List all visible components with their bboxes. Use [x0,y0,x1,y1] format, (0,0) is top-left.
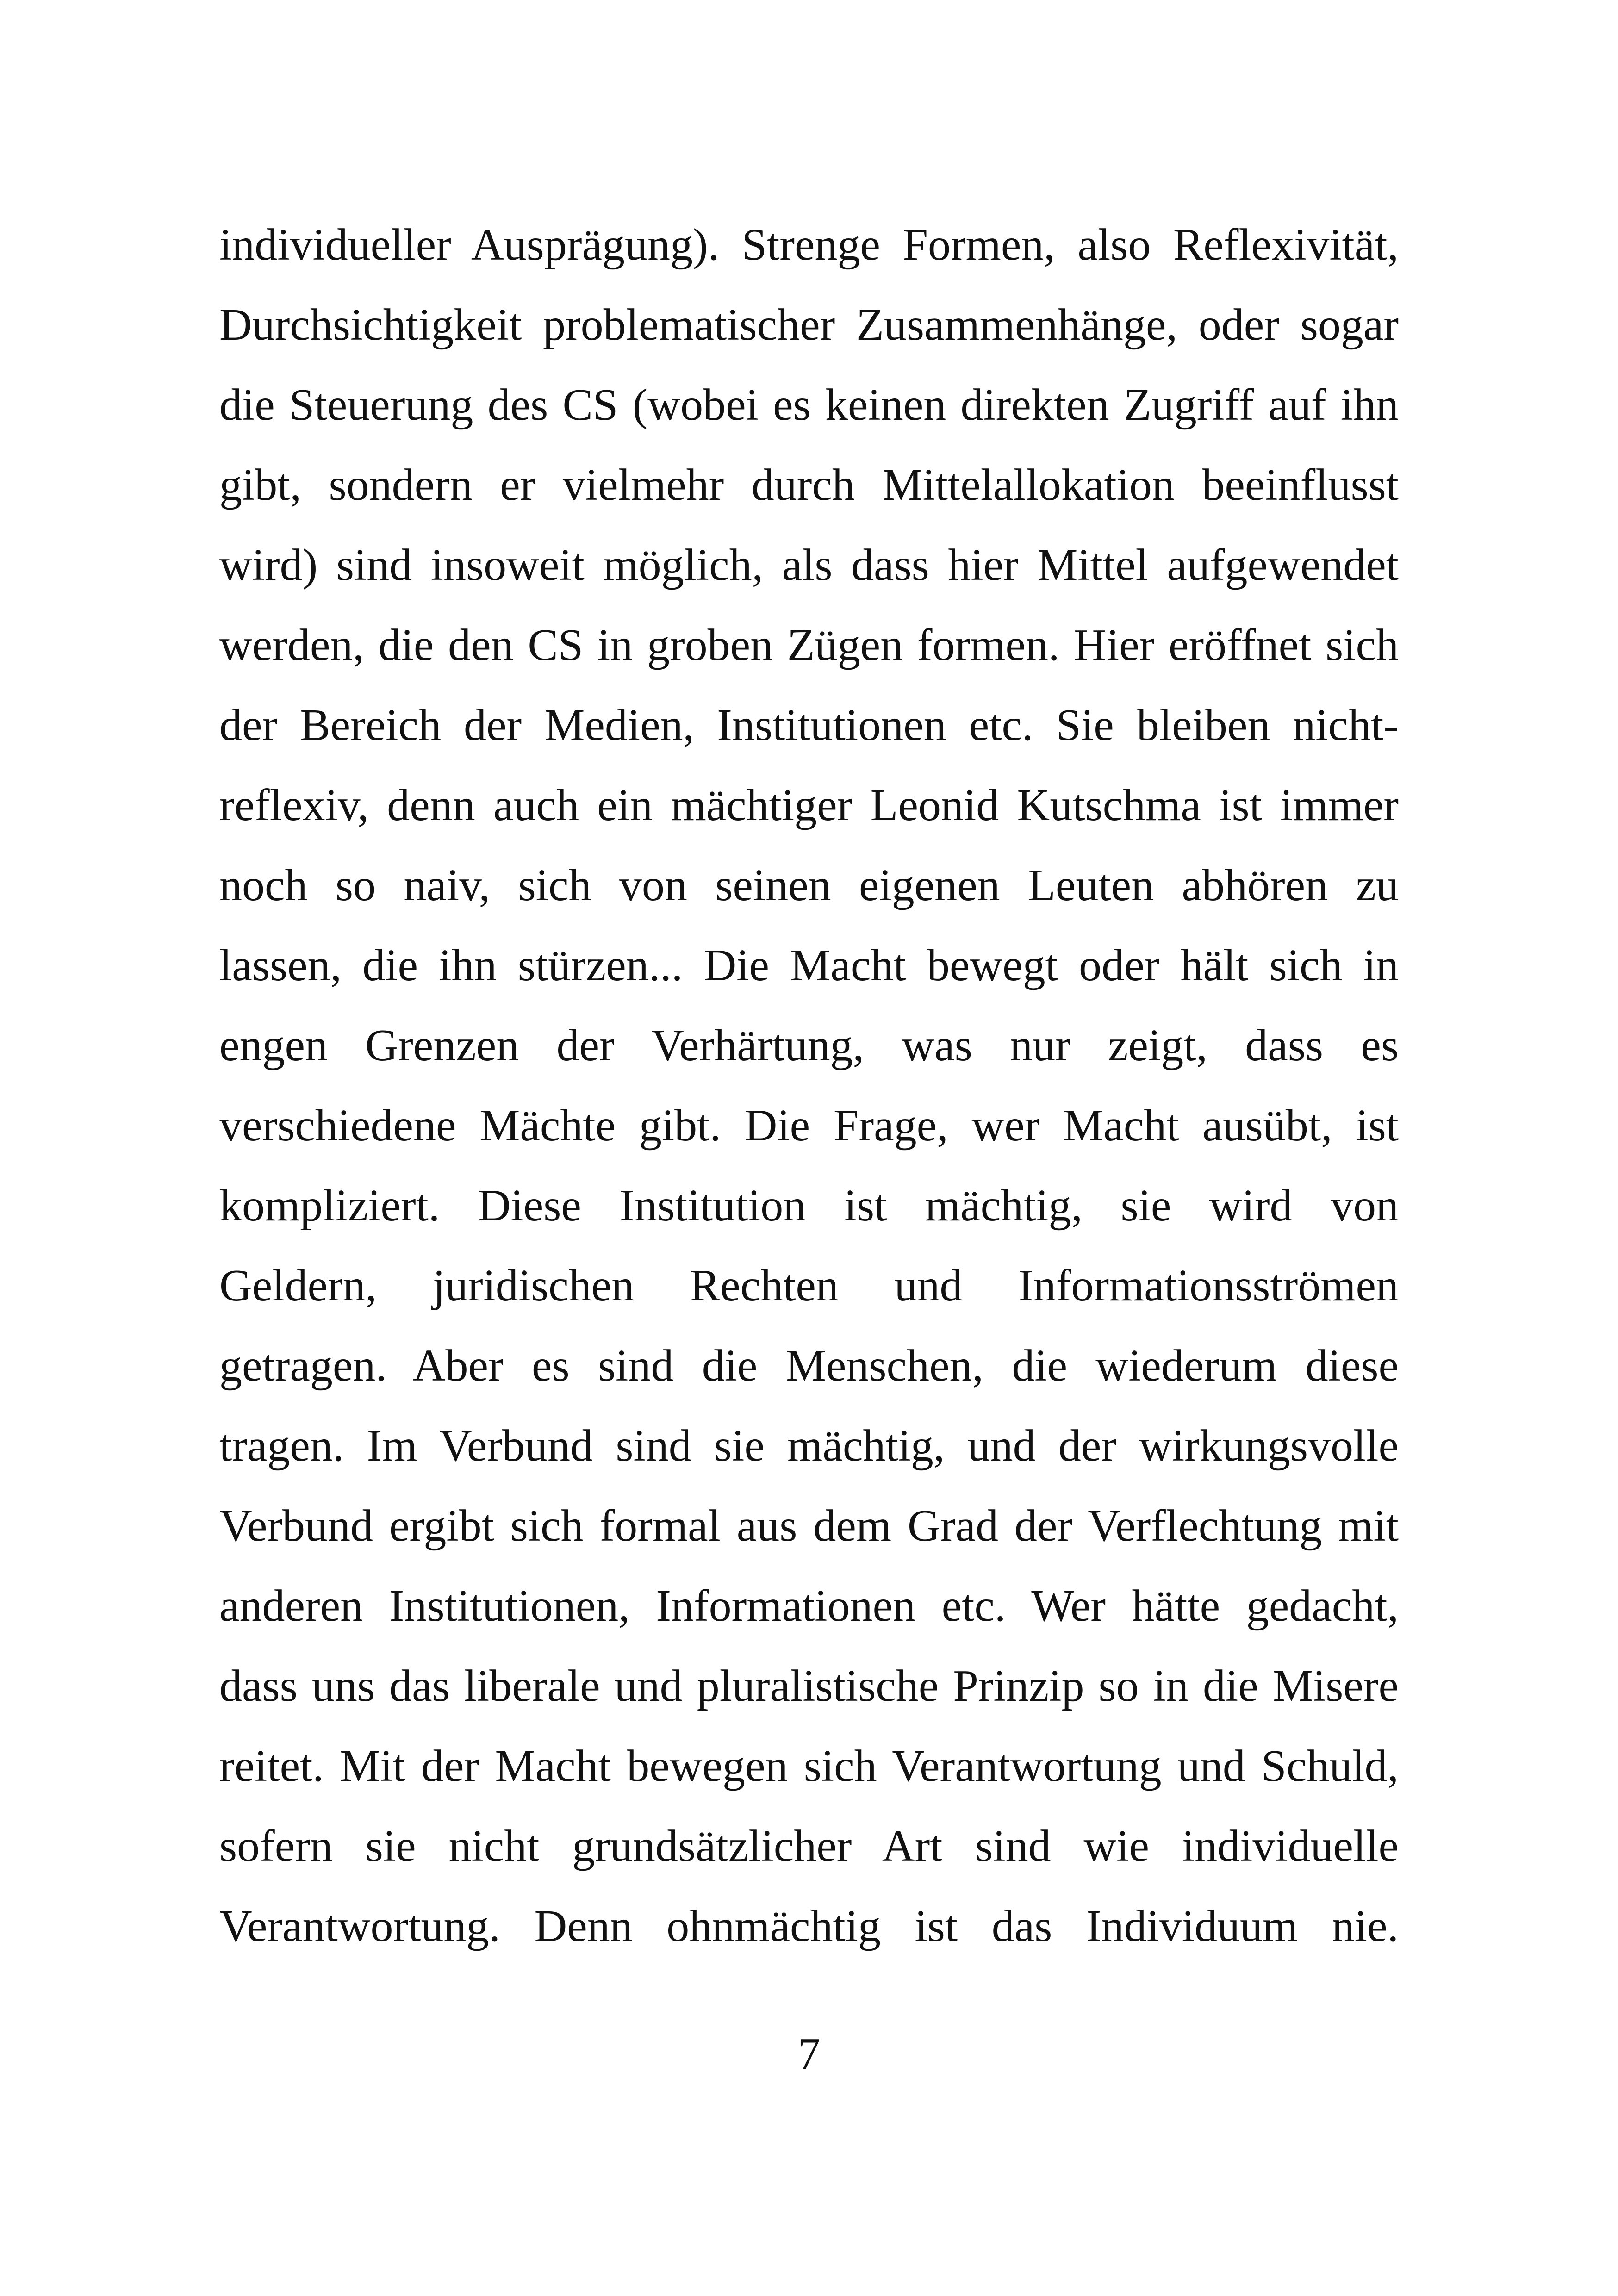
text-line: getragen. Aber es sind die Menschen, die wiederum diese [219,1341,1399,1391]
text-line: Verbund ergibt sich formal aus dem Grad der Verflechtung mit [219,1501,1399,1551]
text-line: die Steuerung des CS (wobei es keinen direkten Zugriff auf ihn [219,380,1399,430]
text-line: reitet. Mit der Macht bewegen sich Verantwortung und Schuld, [219,1741,1399,1791]
text-line: Verantwortung. Denn ohnmächtig ist das Individuum nie. [219,1901,1399,1951]
text-line: lassen, die ihn stürzen... Die Macht bewegt oder hält sich in [219,940,1399,990]
text-line: tragen. Im Verbund sind sie mächtig, und der wirkungsvolle [219,1421,1399,1471]
text-line: reflexiv, denn auch ein mächtiger Leonid Kutschma ist immer [219,780,1399,830]
text-line: Durchsichtigkeit problematischer Zusammenhänge, oder sogar [219,300,1399,350]
text-line: engen Grenzen der Verhärtung, was nur zeigt, dass es [219,1020,1399,1070]
text-line: dass uns das liberale und pluralistische Prinzip so in die Misere [219,1661,1399,1711]
text-line: sofern sie nicht grundsätzlicher Art sind wie individuelle [219,1821,1399,1871]
text-line: werden, die den CS in groben Zügen formen. Hier eröffnet sich [219,620,1399,670]
text-line: verschiedene Mächte gibt. Die Frage, wer Macht ausübt, ist [219,1101,1399,1151]
text-line: Geldern, juridischen Rechten und Informationsströmen [219,1261,1399,1311]
text-line: gibt, sondern er vielmehr durch Mittelallokation beeinflusst [219,460,1399,510]
text-line: der Bereich der Medien, Institutionen etc. Sie bleiben nicht- [219,700,1399,750]
text-line: kompliziert. Diese Institution ist mächtig, sie wird von [219,1181,1399,1231]
text-line: wird) sind insoweit möglich, als dass hier Mittel aufgewendet [219,540,1399,590]
text-line: noch so naiv, sich von seinen eigenen Leuten abhören zu [219,860,1399,910]
text-line: anderen Institutionen, Informationen etc. Wer hätte gedacht, [219,1581,1399,1631]
text-line: individueller Ausprägung). Strenge Formen, also Reflexivität, [219,220,1399,270]
page-number: 7 [797,2029,821,2079]
body-text [219,205,1399,1966]
